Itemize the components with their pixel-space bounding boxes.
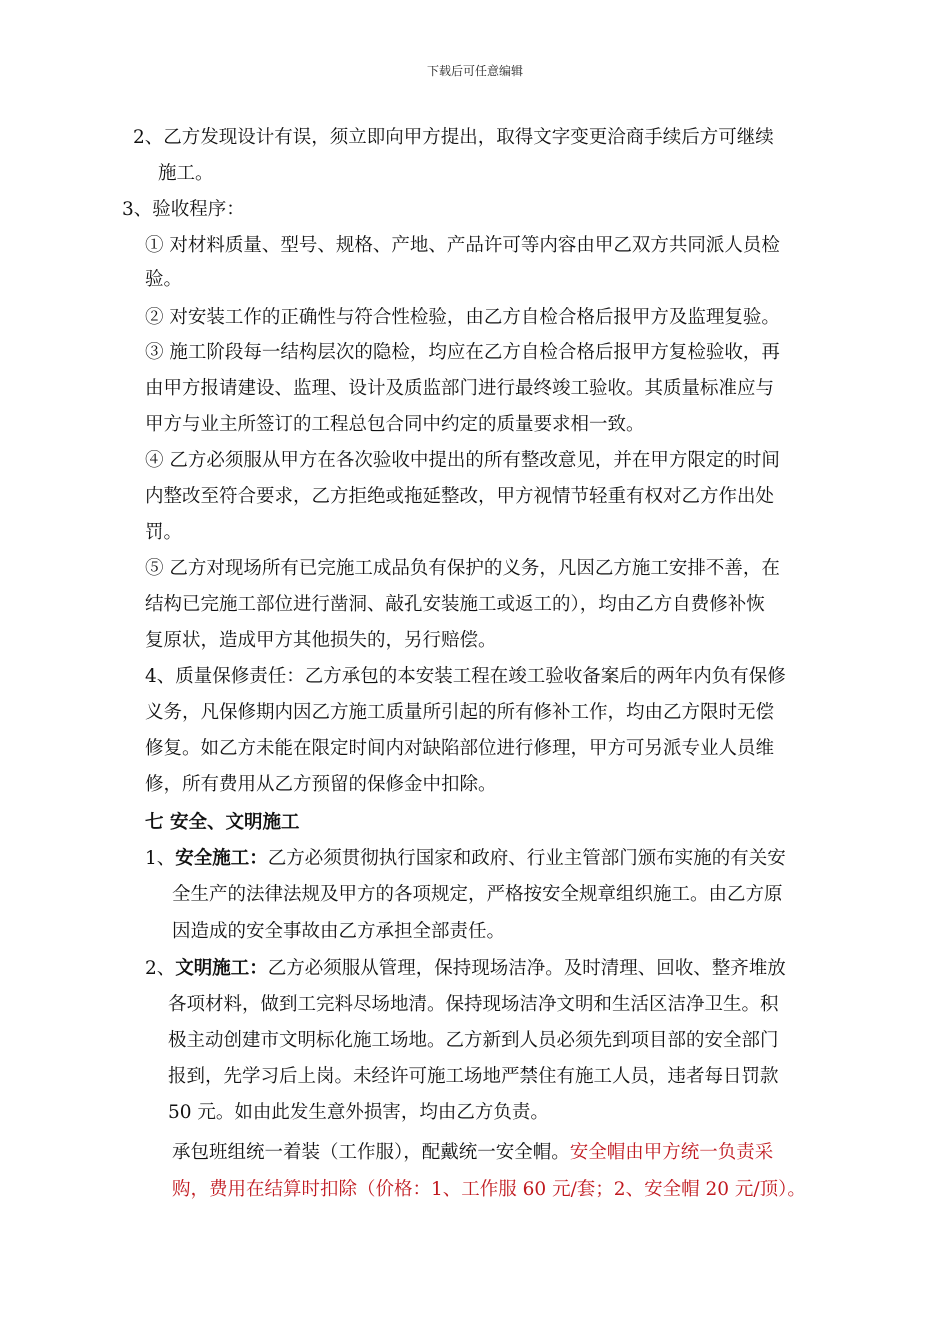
uniform-text: 承包班组统一着装（工作服），配戴统一安全帽。: [172, 1142, 570, 1163]
paragraph-line: 报到，先学习后上岗。未经许可施工场地严禁住有施工人员，违者每日罚款: [168, 1066, 779, 1087]
page-header: 下载后可任意编辑: [426, 64, 523, 78]
paragraph-line: 极主动创建市文明标化施工场地。乙方新到人员必须先到项目部的安全部门: [168, 1030, 779, 1051]
paragraph-line: 50 元。如由此发生意外损害，均由乙方负责。: [168, 1102, 549, 1123]
list-item: 内整改至符合要求，乙方拒绝或拖延整改，甲方视情节轻重有权对乙方作出处: [145, 486, 775, 507]
list-item: 由甲方报请建设、监理、设计及质监部门进行最终竣工验收。其质量标准应与: [145, 378, 775, 399]
paragraph-line: 因造成的安全事故由乙方承担全部责任。: [172, 921, 506, 942]
list-item: 复原状，造成甲方其他损失的，另行赔偿。: [145, 630, 497, 651]
paragraph-line: 2、乙方发现设计有误，须立即向甲方提出，取得文字变更洽商手续后方可继续: [133, 127, 774, 148]
list-item: ② 对安装工作的正确性与符合性检验，由乙方自检合格后报甲方及监理复验。: [145, 307, 780, 328]
paragraph-line: 各项材料，做到工完料尽场地清。保持现场洁净文明和生活区洁净卫生。积: [168, 994, 779, 1015]
helmet-note-line: 购，费用在结算时扣除（价格：1、工作服 60 元/套；2、安全帽 20 元/顶）。: [172, 1179, 806, 1200]
paragraph-line: [145, 847, 786, 871]
item-text: 乙方必须服从管理，保持现场洁净。及时清理、回收、整齐堆放: [267, 958, 786, 979]
list-item: ③ 施工阶段每一结构层次的隐检，均应在乙方自检合格后报甲方复检验收，再: [145, 342, 780, 363]
item-label: 1、: [145, 848, 176, 869]
paragraph-line: [172, 1141, 773, 1165]
list-item: 罚。: [145, 522, 183, 543]
paragraph-line: 修，所有费用从乙方预留的保修金中扣除。: [145, 774, 497, 795]
section-title: 七 安全、文明施工: [145, 812, 300, 833]
paragraph-line: 修复。如乙方未能在限定时间内对缺陷部位进行修理，甲方可另派专业人员维: [145, 738, 775, 759]
subheading: 3、验收程序：: [122, 199, 245, 220]
paragraph-line: [145, 957, 786, 981]
item-bold-label: 文明施工：: [175, 958, 268, 979]
paragraph-line: 义务，凡保修期内因乙方施工质量所引起的所有修补工作，均由乙方限时无偿: [145, 702, 775, 723]
helmet-note: 安全帽由甲方统一负责采: [569, 1142, 774, 1163]
item-text: 乙方必须贯彻执行国家和政府、行业主管部门颁布实施的有关安: [267, 848, 786, 869]
paragraph-line: 施工。: [158, 163, 214, 184]
list-item: ⑤ 乙方对现场所有已完施工成品负有保护的义务，凡因乙方施工安排不善，在: [145, 558, 780, 579]
list-item: 验。: [145, 269, 183, 290]
list-item: 甲方与业主所签订的工程总包合同中约定的质量要求相一致。: [145, 414, 645, 435]
list-item: 结构已完施工部位进行凿洞、敲孔安装施工或返工的），均由乙方自费修补恢: [145, 594, 765, 615]
paragraph-line: 4、质量保修责任：乙方承包的本安装工程在竣工验收备案后的两年内负有保修: [145, 666, 786, 687]
item-bold-label: 安全施工：: [175, 848, 268, 869]
paragraph-line: 全生产的法律法规及甲方的各项规定，严格按安全规章组织施工。由乙方原: [172, 884, 783, 905]
list-item: ④ 乙方必须服从甲方在各次验收中提出的所有整改意见，并在甲方限定的时间: [145, 450, 780, 471]
list-item: ① 对材料质量、型号、规格、产地、产品许可等内容由甲乙双方共同派人员检: [145, 235, 780, 256]
item-label: 2、: [145, 958, 176, 979]
